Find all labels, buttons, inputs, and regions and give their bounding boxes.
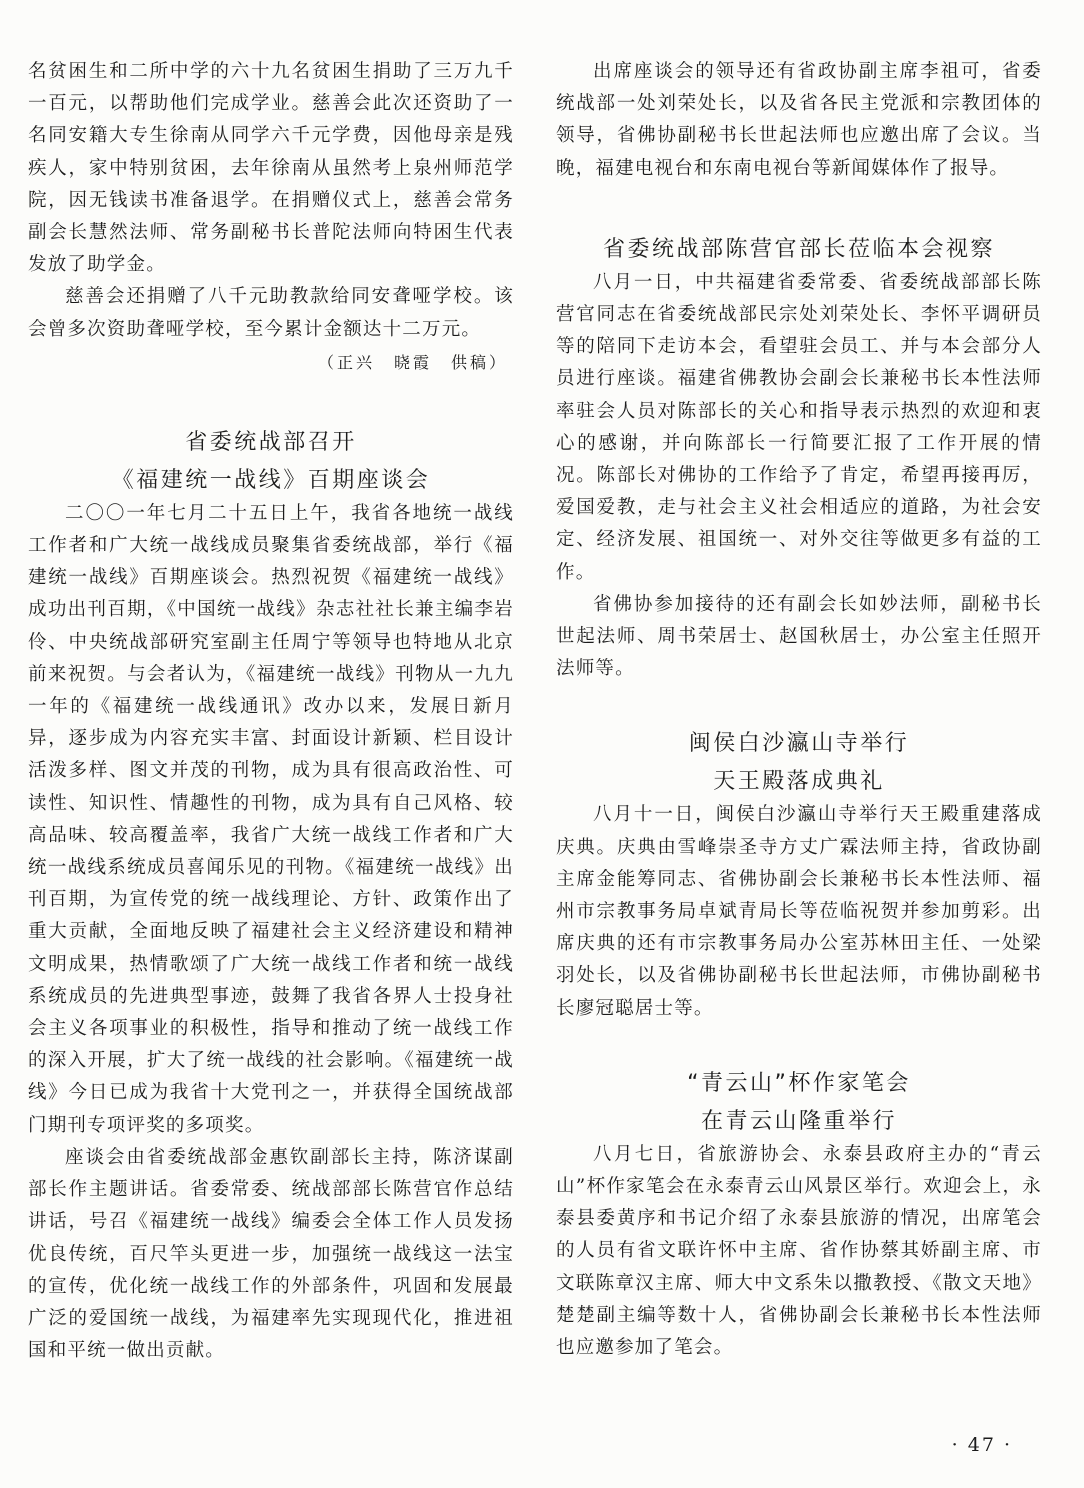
body-paragraph: 八月七日，省旅游协会、永泰县政府主办的“青云山”杯作家笔会在永泰青云山风景区举行。欢迎会上，永泰县委黄序和书记介绍了永泰县旅游的情况，出席笔会的人员有省文联许怀中主席、省作协蔡其娇副主席、市文联陈章汉主席、师大中文系朱以撒教授、《散文天地》楚楚副主编等数十人，省佛协副会长兼秘书长本性法师也应邀参加了笔会。 (556, 1143, 1042, 1359)
article-title: 省委统战部召开 (185, 429, 357, 455)
body-paragraph: 慈善会还捐赠了八千元助教款给同安聋哑学校。该会曾多次资助聋哑学校，至今累计金额达十二万元。 (28, 286, 514, 340)
article-title: 省委统战部陈营官部长莅临本会视察 (602, 236, 995, 262)
left-column (28, 56, 514, 1367)
body-paragraph: 省佛协参加接待的还有副会长如妙法师，副秘书长世起法师、周书荣居士、赵国秋居士，办公室主任照开法师等。 (556, 593, 1042, 680)
body-paragraph: 座谈会由省委统战部金惠钦副部长主持，陈济谋副部长作主题讲话。省委常委、统战部部长陈营官作总结讲话，号召《福建统一战线》编委会全体工作人员发扬优良传统，百尺竿头更进一步，加强统一战线这一法宝的宣传，优化统一战线工作的外部条件，巩固和发展最广泛的爱国统一战线，为福建率先实现现代化，推进祖国和平统一做出贡献。 (28, 1146, 514, 1362)
article-title: 闽侯白沙瀛山寺举行 (688, 731, 910, 757)
body-paragraph: 八月一日，中共福建省委常委、省委统战部部长陈营官同志在省委统战部民宗处刘荣处长、李怀平调研员等的陪同下走访本会，看望驻会员工、并与本会部分人员进行座谈。福建省佛教协会副会长兼秘书长本性法师率驻会人员对陈部长的关心和指导表示热烈的欢迎和衷心的感谢，并向陈部长一行简要汇报了工作开展的情况。陈部长对佛协的工作给予了肯定，希望再接再厉，爱国爱教，走与社会主义社会相适应的道路，为社会安定、经济发展、祖国统一、对外交往等做更多有益的工作。 (556, 271, 1042, 583)
body-paragraph: 名贫困生和二所中学的六十九名贫困生捐助了三万九千一百元，以帮助他们完成学业。慈善会此次还资助了一名同安籍大专生徐南从同学六千元学费，因他母亲是残疾人，家中特别贫困，去年徐南从虽然考上泉州师范学院，因无钱读书准备退学。在捐赠仪式上，慈善会常务副会长慧然法师、常务副秘书长普陀法师向特困生代表发放了助学金。 (28, 61, 514, 276)
contributor-credit: （正兴 晓霞 供稿） (317, 352, 508, 372)
right-column (556, 56, 1042, 1364)
body-paragraph: 二〇〇一年七月二十五日上午，我省各地统一战线工作者和广大统一战线成员聚集省委统战部，举行《福建统一战线》百期座谈会。热烈祝贺《福建统一战线》成功出刊百期，《中国统一战线》杂志社社长兼主编李岩伶、中央统战部研究室副主任周宁等领导也特地从北京前来祝贺。与会者认为，《福建统一战线》刊物从一九九一年的《福建统一战线通讯》改办以来，发展日新月异，逐步成为内容充实丰富、封面设计新颖、栏目设计活泼多样、图文并茂的刊物，成为具有很高政治性、可读性、知识性、情趣性的刊物，成为具有自己风格、较高品味、较高覆盖率，我省广大统一战线工作者和广大统一战线系统成员喜闻乐见的刊物。《福建统一战线》出刊百期，为宣传党的统一战线理论、方针、政策作出了重大贡献，全面地反映了福建社会主义经济建设和精神文明成果，热情歌颂了广大统一战线工作者和统一战线系统成员的先进典型事迹，鼓舞了我省各界人士投身社会主义各项事业的积极性，指导和推动了统一战线工作的深入开展，扩大了统一战线的社会影响。《福建统一战线》今日已成为我省十大党刊之一，并获得全国统战部门期刊专项评奖的多项奖。 (28, 502, 514, 1136)
article-title: 天王殿落成典礼 (713, 769, 885, 795)
body-paragraph: 八月十一日，闽侯白沙瀛山寺举行天王殿重建落成庆典。庆典由雪峰崇圣寺方丈广霖法师主持，省政协副主席金能筹同志、省佛协副会长兼秘书长本性法师、福州市宗教事务局卓斌青局长等莅临祝贺并参加剪彩。出席庆典的还有市宗教事务局办公室苏林田主任、一处梁羽处长，以及省佛协副秘书长世起法师，市佛协副秘书长廖冠聪居士等。 (556, 804, 1042, 1019)
body-paragraph: 出席座谈会的领导还有省政协副主席李祖可，省委统战部一处刘荣处长，以及省各民主党派和宗教团体的领导，省佛协副秘书长世起法师也应邀出席了会议。当晚，福建电视台和东南电视台等新闻媒体作了报导。 (556, 61, 1042, 179)
article-title: 《福建统一战线》百期座谈会 (111, 467, 431, 493)
article-title: 在青云山隆重举行 (700, 1108, 897, 1134)
page-number: · 47 · (951, 1434, 1012, 1456)
article-title: “青云山”杯作家笔会 (687, 1070, 911, 1096)
